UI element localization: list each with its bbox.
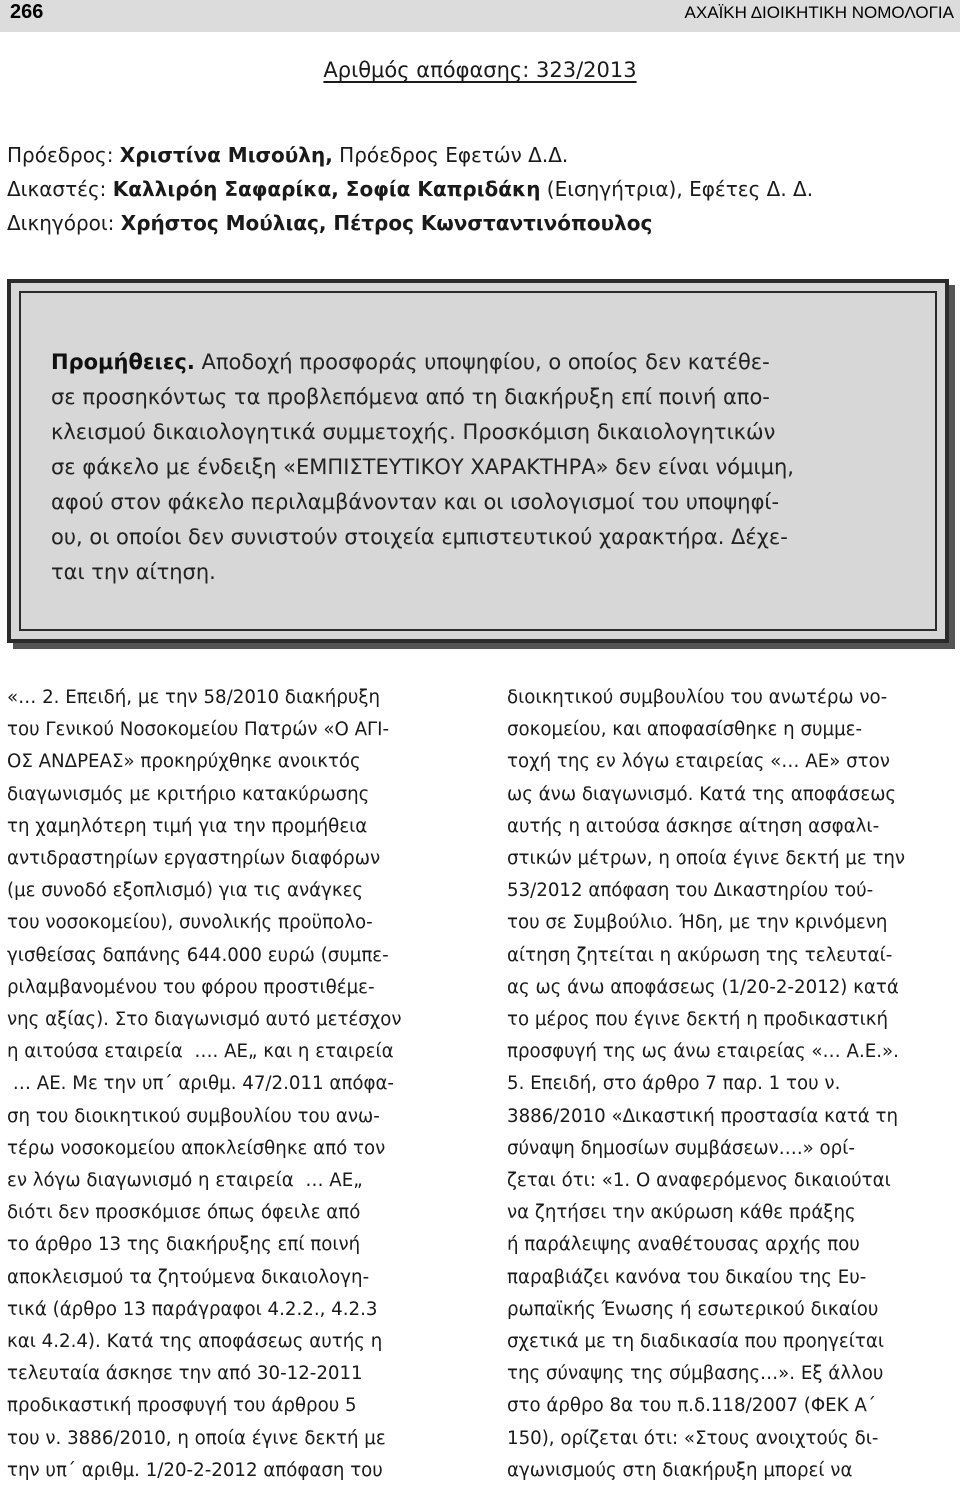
body-line: αγωνισμούς στη διακήρυξη μπορεί να — [507, 1459, 853, 1481]
body-line: το άρθρο 13 της διακήρυξης επί ποινή — [7, 1234, 361, 1256]
president-line — [7, 138, 957, 172]
body-line: αντιδραστηρίων εργαστηρίων διαφόρων — [7, 848, 381, 870]
body-line: του νοσοκομείου), συνολικής προϋπολο- — [7, 912, 373, 934]
summary-line: αφού στον φάκελο περιλαμβάνονταν και οι ισολογισμοί του υποψηφί- — [51, 490, 780, 514]
body-line: ζεται ότι: «1. Ο αναφερόμενος δικαιούται — [507, 1170, 891, 1192]
body-line: στο άρθρο 8α του π.δ.118/2007 (ΦΕΚ Α΄ — [507, 1395, 876, 1417]
body-line: νης αξίας). Στο διαγωνισμό αυτό μετέσχον — [7, 1009, 402, 1031]
body-line: του Γενικού Νοσοκομείου Πατρών «Ο ΑΓΙ- — [7, 719, 390, 741]
lawyers-line — [7, 206, 957, 240]
parties-block — [7, 138, 957, 240]
body-line: (με συνοδό εξοπλισμό) για τις ανάγκες — [7, 880, 364, 902]
body-line: του ν. 3886/2010, η οποία έγινε δεκτή με — [7, 1427, 386, 1449]
summary-line: ται την αίτηση. — [51, 560, 216, 584]
right-column — [507, 682, 957, 1487]
body-line: ριλαμβανομένου του φόρου προστιθέμε- — [7, 976, 375, 998]
judges-role: (Εισηγήτρια), Εφέτες Δ. Δ. — [540, 177, 814, 201]
president-role: Πρόεδρος Εφετών Δ.Δ. — [332, 143, 569, 167]
left-column — [7, 682, 462, 1487]
body-line: ας ως άνω αποφάσεως (1/20-2-2012) κατά — [507, 976, 899, 998]
body-line: 3886/2010 «Δικαστική προστασία κατά τη — [507, 1105, 899, 1127]
body-line: προδικαστική προσφυγή του άρθρου 5 — [7, 1395, 357, 1417]
body-line: το μέρος που έγινε δεκτή η προδικαστική — [507, 1009, 889, 1031]
page-number: 266 — [10, 1, 44, 23]
body-line: ή παράλειψης αναθέτουσας αρχής που — [507, 1234, 860, 1256]
body-line: διοικητικού συμβουλίου του ανωτέρω νο- — [507, 687, 888, 708]
summary-line: κλεισμού δικαιολογητικά συμμετοχής. Προσκόμιση δικαιολογητικών — [51, 420, 776, 444]
page-header — [0, 0, 960, 32]
president-label: Πρόεδρος: — [7, 143, 120, 167]
body-line: σχετικά με τη διαδικασία που προηγείται — [507, 1331, 884, 1353]
body-line: τικά (άρθρο 13 παράγραφοι 4.2.2., 4.2.3 — [7, 1298, 378, 1320]
running-title: ΑΧΑΪΚΗ ΔΙΟΙΚΗΤΙΚΗ ΝΟΜΟΛΟΓΙΑ — [684, 3, 954, 22]
body-line: παραβιάζει κανόνα του δικαίου της Ευ- — [507, 1266, 867, 1288]
body-line: ρωπαϊκής Ένωσης ή εσωτερικού δικαίου — [507, 1298, 879, 1320]
body-line: «… 2. Επειδή, με την 58/2010 διακήρυξη — [7, 687, 381, 708]
body-line: ως άνω διαγωνισμό. Κατά της αποφάσεως — [507, 783, 897, 805]
body-line: … ΑΕ. Με την υπ΄ αριθμ. 47/2.011 απόφα- — [7, 1073, 394, 1095]
judges-label: Δικαστές: — [7, 177, 113, 201]
decision-number-label: Αριθμός απόφασης: 323/2013 — [323, 58, 637, 82]
body-line: εν λόγω διαγωνισμό η εταιρεία … ΑΕ„ — [7, 1170, 363, 1192]
body-line: στικών μέτρων, η οποία έγινε δεκτή με την — [507, 848, 906, 870]
body-line: προσφυγή της ως άνω εταιρείας «… Α.Ε.». — [507, 1041, 899, 1063]
body-line: να ζητήσει την ακύρωση κάθε πράξης — [507, 1202, 856, 1224]
body-line: την υπ΄ αριθμ. 1/20-2-2012 απόφαση του — [7, 1459, 383, 1481]
body-line: σοκομείου, και αποφασίσθηκε η συμμε- — [507, 719, 863, 741]
decision-number — [0, 58, 960, 82]
summary-line-text: Αποδοχή προσφοράς υποψηφίου, ο οποίος δεν κατέθε- — [194, 350, 770, 374]
body-line: ση του διοικητικού συμβουλίου του ανω- — [7, 1105, 380, 1127]
summary-line — [51, 345, 921, 380]
body-line: 53/2012 απόφαση του Δικαστηρίου τού- — [507, 880, 874, 902]
judges-line — [7, 172, 957, 206]
body-line: η αιτούσα εταιρεία …. ΑΕ„ και η εταιρεία — [7, 1041, 394, 1063]
body-line: τελευταία άσκησε την από 30-12-2011 — [7, 1363, 363, 1385]
body-line: διαγωνισμός με κριτήριο κατακύρωσης — [7, 783, 370, 805]
body-line: αυτής η αιτούσα άσκησε αίτηση ασφαλι- — [507, 815, 880, 837]
summary-heading: Προμήθειες. — [51, 350, 195, 374]
body-line: αποκλεισμού τα ζητούμενα δικαιολογη- — [7, 1266, 370, 1288]
summary-box — [7, 279, 949, 643]
body-line: σύναψη δημοσίων συμβάσεων….» ορί- — [507, 1137, 855, 1159]
lawyers-label: Δικηγόροι: — [7, 211, 121, 235]
body-line: ΟΣ ΑΝΔΡΕΑΣ» προκηρύχθηκε ανοικτός — [7, 751, 361, 773]
judges-names: Καλλιρόη Σαφαρίκα, Σοφία Καπριδάκη — [112, 177, 541, 201]
body-line: διότι δεν προσκόμισε όπως όφειλε από — [7, 1202, 361, 1224]
body-line: 150), ορίζεται ότι: «Στους ανοιχτούς δι- — [507, 1427, 879, 1449]
summary-line: σε φάκελο με ένδειξη «ΕΜΠΙΣΤΕΥΤΙΚΟΥ ΧΑΡΑΚΤΗΡΑ» δεν είναι νόμιμη, — [51, 455, 794, 479]
body-line: γισθείσας δαπάνης 644.000 ευρώ (συμπε- — [7, 944, 389, 966]
summary-line: σε προσηκόντως τα προβλεπόμενα από τη διακήρυξη επί ποινή απο- — [51, 385, 770, 409]
president-name: Χριστίνα Μισούλη, — [119, 143, 333, 167]
summary-line: ου, οι οποίοι δεν συνιστούν στοιχεία εμπιστευτικού χαρακτήρα. Δέχε- — [51, 525, 788, 549]
body-line: τοχή της εν λόγω εταιρείας «… ΑΕ» στον — [507, 751, 890, 773]
body-line: του σε Συμβούλιο. Ήδη, με την κρινόμενη — [507, 912, 888, 934]
body-line: και 4.2.4). Κατά της αποφάσεως αυτής η — [7, 1331, 383, 1353]
summary-text — [51, 345, 921, 590]
body-line: τη χαμηλότερη τιμή για την προμήθεια — [7, 815, 368, 837]
body-line: αίτηση ζητείται η ακύρωση της τελευταί- — [507, 944, 893, 966]
body-line: της σύναψης της σύμβασης…». Εξ άλλου — [507, 1363, 884, 1385]
lawyers-names: Χρήστος Μούλιας, Πέτρος Κωνσταντινόπουλος — [120, 211, 653, 235]
body-line: 5. Επειδή, στο άρθρο 7 παρ. 1 του ν. — [507, 1073, 841, 1095]
body-line: τέρω νοσοκομείου αποκλείσθηκε από τον — [7, 1137, 386, 1159]
